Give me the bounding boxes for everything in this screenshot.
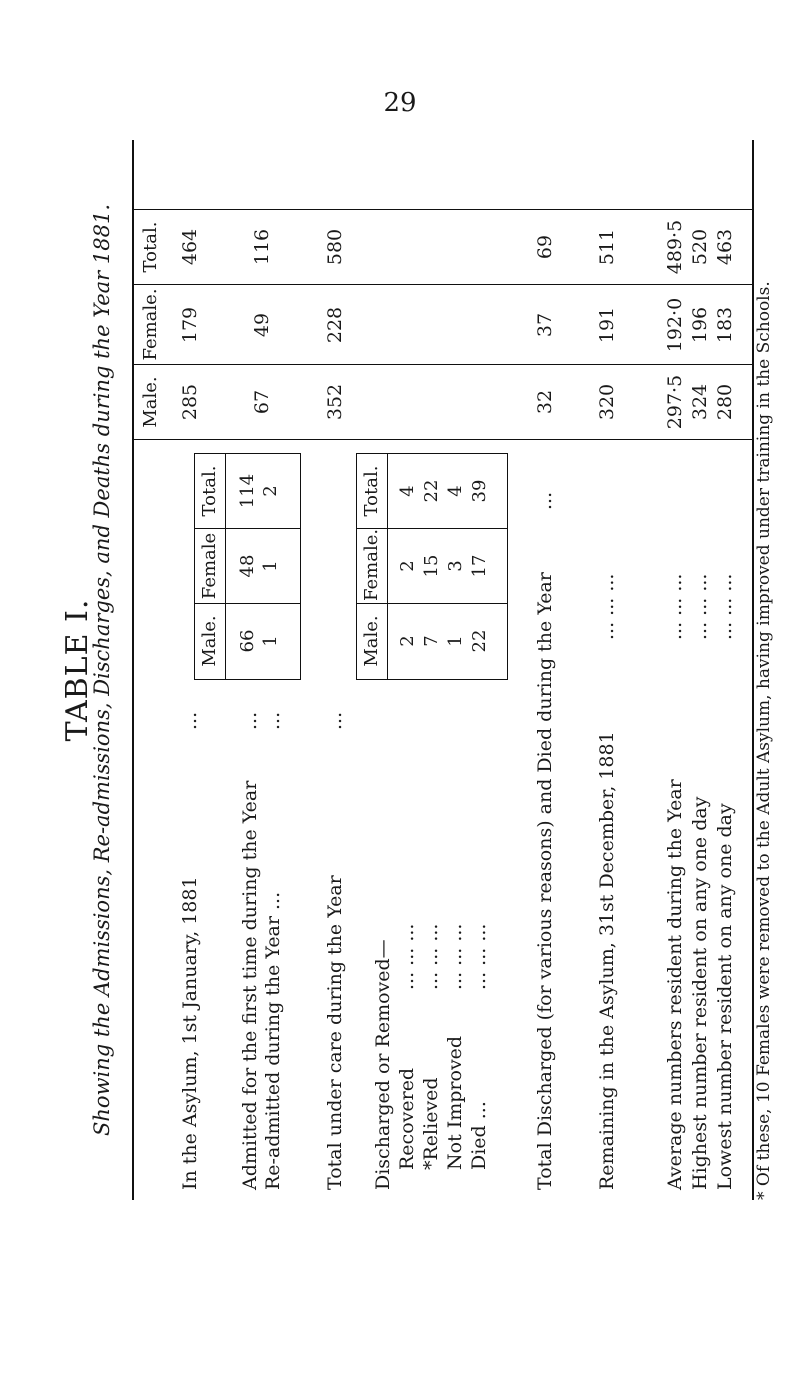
discharge-breakdown-table: Male. Female. Total. 2 2 4 7 15 22 1 3 4 22 17 39	[356, 453, 508, 680]
admissions-breakdown-table: Male. Female Total. 66 48 114 1 1 2	[194, 453, 301, 680]
statistics-table: Male. Female. Total. In the Asylum, 1st January, 1881 ... 285 179 464 Admitted for the first time during the Year ... Re-admitted during the Year ... ... 67 49 116 Male. Female Total. 66 48 114 1 1 2 Total under care during the Year ... 352 228 580 Discharged or Removed— Recovered ... ... ... *Relieved ... ... ... Not Improved ... ... ... Died ... ... ... ... Male. Female. Total. 2 2 4 7 15 22 1 3 4 22 17 39 Total Discharged (for various reasons) and Died during the Year ... 32 37 69 Remaining in the Asylum, 31st December, 1881 ... ... ... 320 191 511 Average numbers resident during the Year ... ... ... 297·5 192·0 489·5 Highest number resident on any one day ... ... ... 324 196 520 Lowest number resident on any one day ... ... ... 280 183 463	[132, 140, 754, 1200]
table-title: TABLE I.	[60, 598, 95, 742]
table-subtitle: Showing the Admissions, Re-admissions, Discharges, and Deaths during the Year 1881.	[90, 203, 114, 1137]
page-number: 29	[383, 88, 417, 118]
rotated-table-page	[60, 20, 774, 1200]
row-label: In the Asylum, 1st January, 1881	[179, 876, 201, 1190]
header-male: Male.	[140, 376, 161, 428]
table-footnote: * Of these, 10 Females were removed to the Adult Asylum, having improved under training in the Schools.	[754, 281, 774, 1200]
column-divider	[134, 209, 752, 210]
header-total: Total.	[140, 221, 161, 273]
header-female: Female.	[140, 288, 161, 361]
column-divider	[134, 439, 752, 440]
column-divider	[134, 284, 752, 285]
column-divider	[134, 364, 752, 365]
